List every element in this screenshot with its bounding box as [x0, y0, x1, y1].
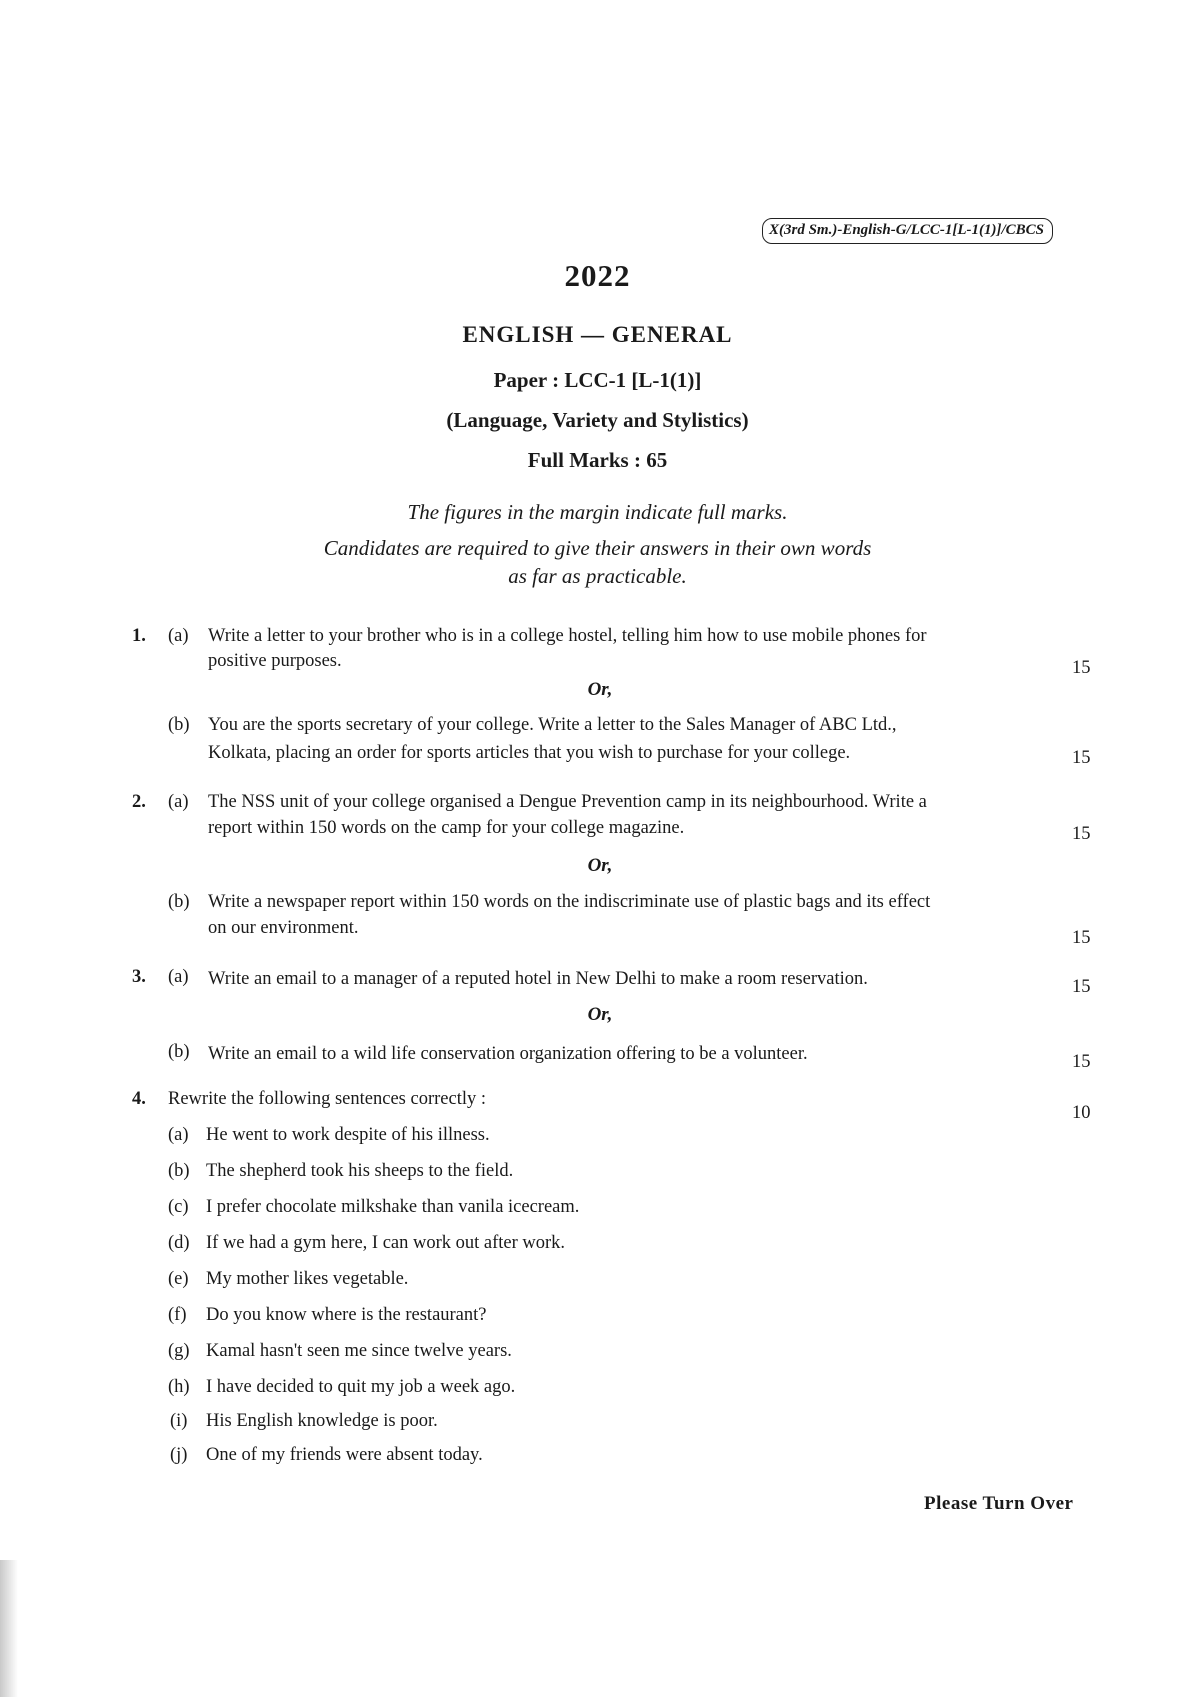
option-label: (a) [168, 626, 189, 646]
item-text: My mother likes vegetable. [206, 1269, 409, 1289]
marks-value: 15 [1072, 824, 1091, 844]
item-label: (b) [168, 1161, 190, 1181]
please-turn-over: Please Turn Over [924, 1493, 1074, 1514]
option-label: (b) [168, 715, 190, 735]
option-label: (b) [168, 892, 190, 912]
marks-value: 15 [1072, 658, 1091, 678]
item-text: One of my friends were absent today. [206, 1445, 483, 1465]
question-1b-line-1: You are the sports secretary of your college. Write a letter to the Sales Manager of ABC Ltd., [208, 715, 897, 735]
item-label: (a) [168, 1125, 189, 1145]
question-number: 3. [132, 967, 146, 987]
marks-value: 10 [1072, 1103, 1091, 1123]
question-2b-line-2: on our environment. [208, 918, 359, 938]
exam-year: 2022 [564, 258, 631, 293]
question-number: 1. [132, 626, 146, 646]
item-label: (f) [168, 1305, 187, 1325]
item-text: His English knowledge is poor. [206, 1411, 438, 1431]
subject-title: ENGLISH — GENERAL [462, 322, 733, 347]
question-number: 2. [132, 792, 146, 812]
option-label: (b) [168, 1042, 190, 1062]
item-text: I have decided to quit my job a week ago. [206, 1377, 516, 1397]
marks-value: 15 [1072, 928, 1091, 948]
or-divider: Or, [587, 855, 613, 876]
item-text: I prefer chocolate milkshake than vanila icecream. [206, 1197, 580, 1217]
or-divider: Or, [587, 679, 613, 700]
marks-value: 15 [1072, 1052, 1091, 1072]
question-2b-line-1: Write a newspaper report within 150 words on the indiscriminate use of plastic bags and its effect [208, 892, 931, 912]
question-4-prompt: Rewrite the following sentences correctly : [168, 1089, 486, 1109]
question-1b-line-2: Kolkata, placing an order for sports articles that you wish to purchase for your college. [208, 743, 851, 763]
scan-edge-shadow [0, 1560, 18, 1697]
question-2a-line-2: report within 150 words on the camp for your college magazine. [208, 818, 685, 838]
marks-value: 15 [1072, 748, 1091, 768]
instruction-line-3: as far as practicable. [508, 564, 687, 588]
marks-value: 15 [1072, 977, 1091, 997]
option-label: (a) [168, 792, 189, 812]
paper-title: Paper : LCC-1 [L-1(1)] [493, 368, 702, 392]
or-divider: Or, [587, 1004, 613, 1025]
item-label: (g) [168, 1341, 190, 1361]
question-1a-line-2: positive purposes. [208, 651, 342, 671]
item-label: (j) [170, 1445, 188, 1465]
item-text: Kamal hasn't seen me since twelve years. [206, 1341, 512, 1361]
full-marks: Full Marks : 65 [527, 448, 668, 472]
item-text: The shepherd took his sheeps to the field. [206, 1161, 514, 1181]
question-1a-line-1: Write a letter to your brother who is in a college hostel, telling him how to use mobile phones for [208, 626, 927, 646]
question-2a-line-1: The NSS unit of your college organised a Dengue Prevention camp in its neighbourhood. Write a [208, 792, 927, 812]
item-label: (d) [168, 1233, 190, 1253]
item-label: (i) [170, 1411, 188, 1431]
item-text: He went to work despite of his illness. [206, 1125, 490, 1145]
item-label: (h) [168, 1377, 190, 1397]
option-label: (a) [168, 967, 189, 987]
question-number: 4. [132, 1089, 146, 1109]
item-label: (e) [168, 1269, 189, 1289]
paper-area: (Language, Variety and Stylistics) [446, 408, 749, 432]
question-3a-line-1: Write an email to a manager of a reputed hotel in New Delhi to make a room reservation. [208, 969, 868, 989]
question-3b-line-1: Write an email to a wild life conservation organization offering to be a volunteer. [208, 1044, 808, 1064]
instruction-line-1: The figures in the margin indicate full marks. [407, 500, 788, 524]
instruction-line-2: Candidates are required to give their answers in their own words [323, 536, 872, 560]
item-text: If we had a gym here, I can work out after work. [206, 1233, 566, 1253]
paper-code: X(3rd Sm.)-English-G/LCC-1[L-1(1)]/CBCS [762, 218, 1053, 244]
item-text: Do you know where is the restaurant? [206, 1305, 487, 1325]
item-label: (c) [168, 1197, 189, 1217]
